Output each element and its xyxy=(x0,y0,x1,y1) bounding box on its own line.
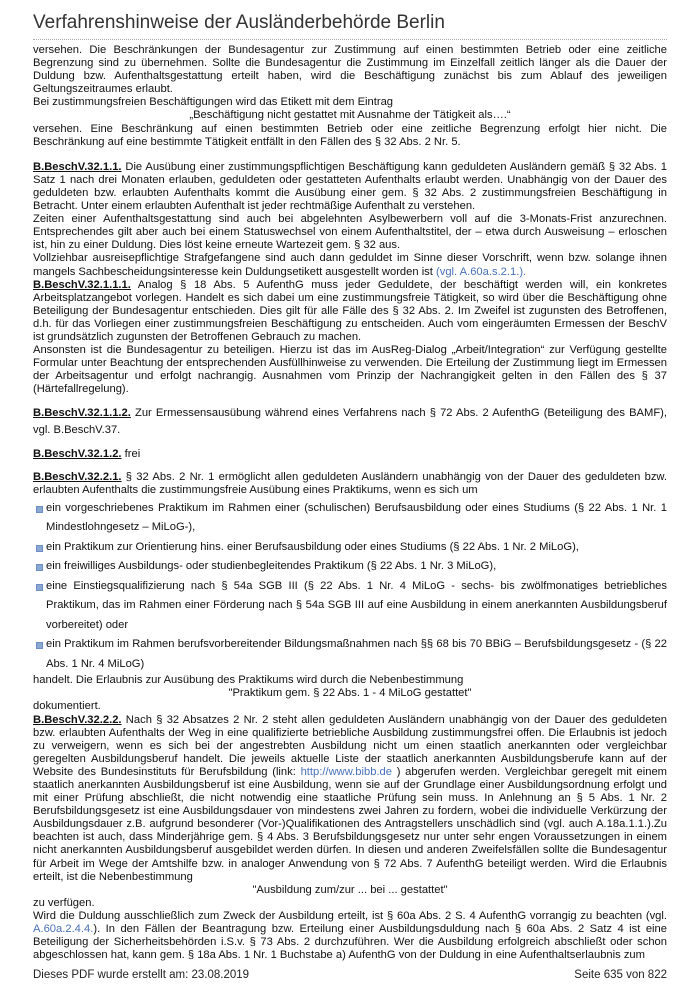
bibb-link[interactable]: http://www.bibb.de xyxy=(300,765,392,778)
bullet-icon xyxy=(36,564,43,571)
reference-link[interactable]: A.60a.2.4.4. xyxy=(33,923,94,935)
section-32-2-1-para-3: dokumentiert. xyxy=(33,700,101,713)
section-32-1-1-para-3: Vollziehbar ausreisepflichtige Strafgefangene sind auch dann geduldet im Sinne dieser Vorschrift, wenn bzw. solange ihnen mangels Sachbescheidungsinteresse kein Duldungsetikett ausgestellt worden ist (vgl. A.60a.s.2.1.). xyxy=(33,252,667,278)
list-item: ein Praktikum zur Orientierung hins. einer Berufsausbildung oder eines Studiums (§ 22 Abs. 1 Nr. 2 MiLoG), xyxy=(33,538,667,558)
list-item: ein freiwilliges Ausbildungs- oder studienbegleitendes Praktikum (§ 22 Abs. 1 Nr. 3 MiLoG), xyxy=(33,557,667,577)
section-32-1-1: B.BeschV.32.1.1. Die Ausübung einer zustimmungspflichtigen Beschäftigung kann geduldeten Ausländern gemäß § 32 Abs. 1 Satz 1 nach drei Monaten erlauben, geduldeten oder gestatteten Aufenthalts erlaubt werden. Unabhängig von der Dauer des geduldeten bzw. erlaubten Aufenthalts kommt die Ausübung einer gem. § 32 Abs. 2 zustimmungsfreien Beschäftigung in Betracht. Unter einem erlaubten Aufenthalt ist jeder rechtmäßige Aufenthalt zu verstehen. xyxy=(33,160,667,213)
section-32-2-2: B.BeschV.32.2.2. Nach § 32 Absatzes 2 Nr. 2 steht allen geduldeten Ausländern unabhängig von der Dauer des geduldeten bzw. erlaubten Aufenthalts der Weg in eine qualifizierte betriebliche Ausbildung zustimmungsfrei offen. Die Erlaubnis ist jedoch zu verweigern, wenn es sich bei der angestrebten Ausbildung nicht um einen staatlich anerkannten oder vergleichbar geregelten Ausbildungsberuf handelt. Die jeweils aktuelle Liste der staatlich anerkannten Ausbildungsberufe kann auf der Website des Bundesinstituts für Berufsbildung (link: http://www.bibb.de ) abgerufen werden. Vergleichbar geregelt mit einem staatlich anerkannten Ausbildungsberuf ist eine Ausbildung, wenn sie auf der Grundlage einer Ausbildungsordnung erfolgt und mit einer Prüfung abschließt, die nicht notwendig eine staatliche Prüfung sein muss. In Anlehnung an § 5 Abs. 1 Nr. 2 Berufsbildungsgesetz ist eine Ausbildungsdauer von mindestens zwei Jahren zu fordern, wobei die individuelle Verkürzung der Ausbildungsdauer z.B. aufgrund besonderer (Vor-)Qualifikationen des Antragstellers unschädlich sind (vgl. auch A.18a.1.1.).Zu beachten ist auch, dass Minderjährige gem. § 4 Abs. 3 Berufsbildungsgesetz nur unter sehr engen Voraussetzungen in einem nicht anerkannten Ausbildungsberuf ausgebildet werden dürfen. In diesen und anderen Zweifelsfällen sollte die Bundesagentur für Arbeit im Wege der Amtshilfe bzw. in analoger Anwendung von § 72 Abs. 7 AufenthG beteiligt werden. Wird die Erlaubnis erteilt, ist die Nebenbestimmung xyxy=(33,713,668,883)
bullet-icon xyxy=(36,584,43,591)
section-32-1-1-2: B.BeschV.32.1.1.2. Zur Ermessensausübung während eines Verfahrens nach § 72 Abs. 2 AufenthG (Beteiligung des BAMF), vgl. B.BeschV.37. xyxy=(33,407,667,437)
section-tag: B.BeschV.32.2.2. xyxy=(33,713,122,726)
section-tag: B.BeschV.32.1.1. xyxy=(33,160,122,173)
section-tag: B.BeschV.32.1.1.2. xyxy=(33,407,131,420)
section-tag: B.BeschV.32.2.1. xyxy=(33,470,122,483)
intro-paragraph-1: versehen. Die Beschränkungen der Bundesagentur zur Zustimmung auf einen bestimmten Betrieb oder eine zeitliche Begrenzung sind zu übernehmen. Sollte die Bundesagentur die Zustimmung im Einzelfall zeitlich länger als die Dauer der Duldung bzw. Aufenthaltsgestattung erteilt haben, wird die Beschäftigung zunächst bis zum Ablauf des jeweiligen Geltungszeitraumes erlaubt. xyxy=(33,44,667,96)
section-tag: B.BeschV.32.1.2. xyxy=(33,448,122,461)
bullet-icon xyxy=(36,506,43,513)
page xyxy=(33,0,667,962)
praktikum-list xyxy=(33,499,667,675)
section-32-2-1-quote: "Praktikum gem. § 22 Abs. 1 - 4 MiLoG gestattet" xyxy=(228,687,472,700)
page-title: Verfahrenshinweise der Ausländerbehörde Berlin xyxy=(33,12,667,40)
section-32-2-2-para-3: Wird die Duldung ausschließlich zum Zweck der Ausbildung erteilt, ist § 60a Abs. 2 S. 4 AufenthG vorrangig zu beachten (vgl. A.60a.2.4.4.). In den Fällen der Beantragung bzw. Erteilung einer Ausbildungsduldung nach § 60a Abs. 2 Satz 4 ist eine Beteiligung der Sicherheitsbehörden i.S.v. § 73 Abs. 2 durchzuführen. Wer die Ausbildung erfolgreich abschließt oder schon abgeschlossen hat, kann gem. § 18a Abs. 1 Nr. 1 Buchstabe a) AufenthG von der Duldung in eine Aufenthaltserlaubnis zum xyxy=(33,909,667,962)
bullet-icon xyxy=(36,545,43,552)
bullet-icon xyxy=(36,642,43,649)
section-32-2-1-para-2: handelt. Die Erlaubnis zur Ausübung des Praktikums wird durch die Nebenbestimmung xyxy=(33,674,464,687)
section-32-2-2-quote: "Ausbildung zum/zur ... bei ... gestattet" xyxy=(252,883,448,896)
section-32-1-2: B.BeschV.32.1.2. frei xyxy=(33,448,141,461)
section-32-1-1-para-2: Zeiten einer Aufenthaltsgestattung sind auch bei abgelehnten Asylbewerbern voll auf die 3-Monats-Frist anzurechnen. Entsprechendes gilt aber auch bei einem Statuswechsel von einem Aufenthaltstitel, der – etwa durch Ausweisung – erloschen ist, hin zu einer Duldung. Dies löst keine erneute Wartezeit gem. § 32 aus. xyxy=(33,213,667,252)
list-item: ein vorgeschriebenes Praktikum im Rahmen einer (schulischen) Berufsausbildung oder eines Studiums (§ 22 Abs. 1 Nr. 1 Mindestlohngesetz – MiLoG-), xyxy=(33,499,667,538)
creation-date: Dieses PDF wurde erstellt am: 23.08.2019 xyxy=(33,969,250,981)
page-footer xyxy=(33,969,667,981)
intro-paragraph-3: versehen. Eine Beschränkung auf einen bestimmten Betrieb oder eine zeitliche Begrenzung erfolgt hier nicht. Die Beschränkung auf eine bestimmte Tätigkeit entfällt in den Fällen des § 32 Abs. 2 Nr. 5. xyxy=(33,122,667,148)
page-number: Seite 635 von 822 xyxy=(574,969,667,981)
section-32-2-2-para-2: zu verfügen. xyxy=(33,896,95,909)
intro-paragraph-2: Bei zustimmungsfreien Beschäftigungen wird das Etikett mit dem Eintrag xyxy=(33,96,394,109)
section-32-1-1-1-para-2: Ansonsten ist die Bundesagentur zu beteiligen. Hierzu ist das im AusReg-Dialog „Arbeit/Integration“ zur Verfügung gestellte Formular unter Beachtung der entsprechenden Ausfüllhinweise zu verwenden. Die Erteilung der Zustimmung liegt im Ermessen der Arbeitsagentur und erfolgt nachrangig. Ausnahmen vom Prinzip der Nachrangigkeit gelten in den Fällen des § 37 (Härtefallregelung). xyxy=(33,344,667,396)
reference-link[interactable]: (vgl. A.60a.s.2.1.). xyxy=(436,265,527,278)
list-item: eine Einstiegsqualifizierung nach § 54a SGB III (§ 22 Abs. 1 Nr. 4 MiLoG - sechs- bis zwölfmonatiges betriebliches Praktikum, das im Rahmen einer Förderung nach § 54a SGB III auf eine Ausbildung in einem anerkannten Ausbildungsberuf vorbereitet) oder xyxy=(33,577,667,636)
section-tag: B.BeschV.32.1.1.1. xyxy=(33,278,131,291)
list-item: ein Praktikum im Rahmen berufsvorbereitender Bildungsmaßnahmen nach §§ 68 bis 70 BBiG – Berufsbildungsgesetz - (§ 22 Abs. 1 Nr. 4 MiLoG) xyxy=(33,635,667,674)
section-32-2-1: B.BeschV.32.2.1. § 32 Abs. 2 Nr. 1 ermöglicht allen geduldeten Ausländern unabhängig von der Dauer des geduldeten bzw. erlaubten Aufenthalts die zustimmungsfreie Ausübung eines Praktikums, wenn es sich um xyxy=(33,470,667,496)
section-32-1-1-1: B.BeschV.32.1.1.1. Analog § 18 Abs. 5 AufenthG muss jeder Geduldete, der beschäftigt werden will, ein konkretes Arbeitsplatzangebot vorlegen. Handelt es sich dabei um eine zustimmungsfreie Tätigkeit, so wird über die Beschäftigung ohne Beteiligung der Bundesagentur entschieden. Dies gilt für alle Fälle des § 32 Abs. 2. Im Zweifel ist zugunsten des Betroffenen, d.h. für das Vorliegen einer zustimmungsfreien Beschäftigung zu entscheiden. Auch vom eingeräumten Ermessen der BeschV ist grundsätzlich zugunsten der Betroffenen Gebrauch zu machen. xyxy=(33,278,667,343)
intro-quote: „Beschäftigung nicht gestattet mit Ausnahme der Tätigkeit als….“ xyxy=(189,109,511,122)
document-body xyxy=(33,44,667,962)
